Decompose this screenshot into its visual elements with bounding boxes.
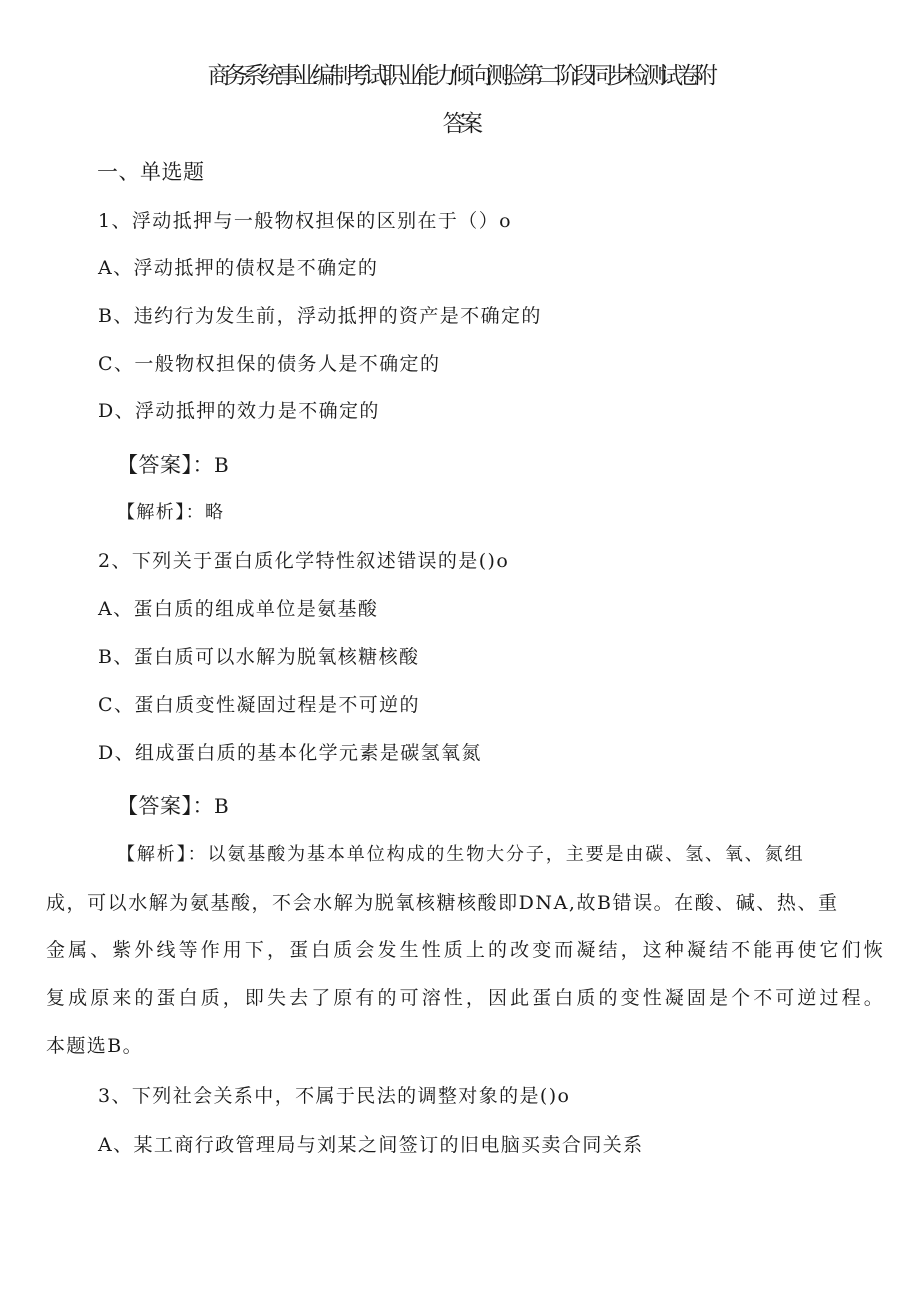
- answer-value: B: [214, 453, 230, 477]
- analysis-label: 【解析】：: [117, 502, 205, 523]
- section-heading: 一、单选题: [97, 160, 205, 184]
- document-title-continued: 答案: [442, 111, 478, 137]
- option-b: B、蛋白质可以水解为脱氧核糖核酸: [98, 646, 420, 668]
- option-a: A、某工商行政管理局与刘某之间签订的旧电脑买卖合同关系: [98, 1134, 644, 1156]
- document-title: 商务系统事业编制考试职业能力倾向测验第二阶段同步检测试卷附: [207, 63, 713, 89]
- option-c: C、一般物权担保的债务人是不确定的: [98, 353, 441, 375]
- analysis-text: 以氨基酸为基本单位构成的生物大分子，主要是由碳、氢、氧、氮组: [207, 844, 805, 865]
- answer-label: 【答案】：: [117, 794, 214, 818]
- answer-line: [117, 451, 229, 479]
- analysis-text: 成，可以水解为氨基酸，不会水解为脱氧核糖核酸即DNA,故B错误。在酸、碱、热、重: [46, 892, 839, 914]
- answer-line: [117, 792, 229, 820]
- answer-label: 【答案】：: [117, 453, 214, 477]
- analysis-text: 金属、紫外线等作用下，蛋白质会发生性质上的改变而凝结，这种凝结不能再使它们恢: [46, 939, 886, 961]
- option-d: D、组成蛋白质的基本化学元素是碳氢氧氮: [98, 742, 482, 764]
- analysis-label: 【解析】：: [117, 844, 208, 865]
- option-a: A、蛋白质的组成单位是氨基酸: [98, 598, 379, 620]
- option-b: B、违约行为发生前，浮动抵押的资产是不确定的: [98, 305, 542, 327]
- option-a: A、浮动抵押的债权是不确定的: [98, 257, 379, 279]
- analysis-text: 略: [205, 502, 225, 523]
- analysis-text: 复成原来的蛋白质，即失去了原有的可溶性，因此蛋白质的变性凝固是个不可逆过程。: [46, 987, 886, 1009]
- analysis-line: [117, 843, 805, 867]
- analysis-text: 本题选B。: [46, 1035, 143, 1057]
- option-d: D、浮动抵押的效力是不确定的: [98, 400, 380, 422]
- question-stem: 2、下列关于蛋白质化学特性叙述错误的是()o: [98, 550, 510, 572]
- option-c: C、蛋白质变性凝固过程是不可逆的: [98, 694, 420, 716]
- question-stem: 3、下列社会关系中，不属于民法的调整对象的是()o: [98, 1085, 571, 1107]
- analysis-line: [117, 501, 224, 525]
- answer-value: B: [214, 794, 230, 818]
- question-stem: 1、浮动抵押与一般物权担保的区别在于（）o: [98, 210, 512, 232]
